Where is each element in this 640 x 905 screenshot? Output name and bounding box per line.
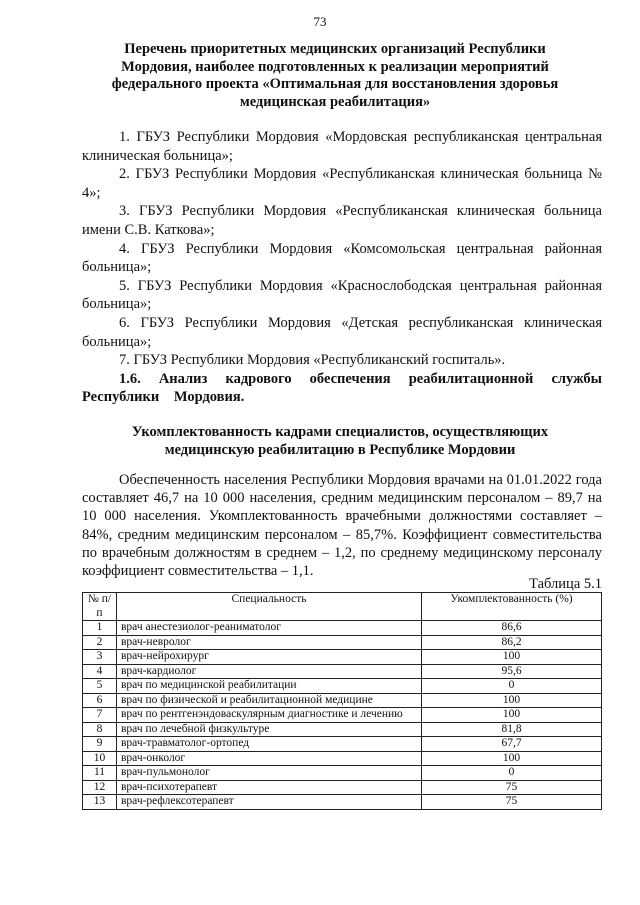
row-value: 100: [422, 693, 602, 708]
header-staffing: Укомплектованность (%): [422, 593, 602, 621]
table-row: [83, 722, 602, 737]
row-num: 4: [83, 664, 117, 679]
row-value: 67,7: [422, 737, 602, 752]
row-value: 100: [422, 650, 602, 665]
row-value: 0: [422, 766, 602, 781]
row-value: 75: [422, 795, 602, 810]
row-specialty: врач по медицинской реабилитации: [117, 679, 422, 694]
row-value: 0: [422, 679, 602, 694]
row-specialty: врач по рентгенэндоваскулярным диагностике и лечению: [117, 708, 422, 723]
table-row: [83, 708, 602, 723]
table-header-row: [83, 593, 602, 621]
row-value: 86,2: [422, 635, 602, 650]
table-row: [83, 650, 602, 665]
section-heading: 1.6. Анализ кадрового обеспечения реабилитационной службы Республики Мордовия.: [82, 371, 602, 405]
row-specialty: врач-онколог: [117, 751, 422, 766]
row-specialty: врач-рефлексотерапевт: [117, 795, 422, 810]
row-num: 12: [83, 780, 117, 795]
table-row: [83, 780, 602, 795]
row-value: 100: [422, 708, 602, 723]
row-num: 3: [83, 650, 117, 665]
row-value: 75: [422, 780, 602, 795]
body-paragraph: Обеспеченность населения Республики Мордовия врачами на 01.01.2022 года составляет 46,7 на 10 000 населения, средним медицинским персоналом – 89,7 на 10 000 населения. Укомплектованность врачебными должностями составляет – 84%, средним медицинским персоналом – 85,7%. Коэффициент совместительства по врачебным должностям в среднем – 1,2, по среднему медицинскому персоналу коэффициент совместительства – 1,1.: [82, 472, 602, 580]
row-value: 100: [422, 751, 602, 766]
row-num: 13: [83, 795, 117, 810]
row-specialty: врач-кардиолог: [117, 664, 422, 679]
row-specialty: врач-нейрохирург: [117, 650, 422, 665]
table-row: [83, 635, 602, 650]
row-num: 10: [83, 751, 117, 766]
header-num: № п/п: [83, 593, 117, 621]
row-value: 95,6: [422, 664, 602, 679]
header-specialty: Специальность: [117, 593, 422, 621]
row-value: 86,6: [422, 621, 602, 636]
table-row: [83, 795, 602, 810]
page-number: 73: [313, 14, 327, 29]
row-specialty: врач-невролог: [117, 635, 422, 650]
table-row: [83, 737, 602, 752]
list-item: 3. ГБУЗ Республики Мордовия «Республиканская клиническая больница имени С.В. Каткова»;: [82, 203, 602, 238]
row-specialty: врач-травматолог-ортопед: [117, 737, 422, 752]
list-item: 5. ГБУЗ Республики Мордовия «Краснослободская центральная районная больница»;: [82, 277, 602, 313]
table-caption: Таблица 5.1: [529, 576, 602, 592]
row-num: 2: [83, 635, 117, 650]
row-specialty: врач анестезиолог-реаниматолог: [117, 621, 422, 636]
list-item: 7. ГБУЗ Республики Мордовия «Республиканский госпиталь».: [119, 352, 506, 369]
organization-list: [82, 128, 602, 370]
row-specialty: врач по лечебной физкультуре: [117, 722, 422, 737]
table-row: [83, 621, 602, 636]
row-num: 8: [83, 722, 117, 737]
row-specialty: врач-пульмонолог: [117, 766, 422, 781]
table-row: [83, 693, 602, 708]
table-row: [83, 766, 602, 781]
row-specialty: врач-психотерапевт: [117, 780, 422, 795]
row-num: 7: [83, 708, 117, 723]
row-num: 9: [83, 737, 117, 752]
document-title: Перечень приоритетных медицинских организаций Республики Мордовия, наиболее подготовленных к реализации мероприятий федерального проекта «Оптимальная для восстановления здоровья медицинская реабилитация»: [111, 41, 559, 110]
row-value: 81,8: [422, 722, 602, 737]
row-num: 5: [83, 679, 117, 694]
table-row: [83, 679, 602, 694]
row-num: 6: [83, 693, 117, 708]
subheading: Укомплектованность кадрами специалистов, осуществляющих медицинскую реабилитацию в Республике Мордовии: [131, 424, 549, 458]
list-item: 2. ГБУЗ Республики Мордовия «Республиканская клиническая больница № 4»;: [82, 166, 602, 201]
list-item: 4. ГБУЗ Республики Мордовия «Комсомольская центральная районная больница»;: [82, 240, 602, 276]
row-specialty: врач по физической и реабилитационной медицине: [117, 693, 422, 708]
list-item: 6. ГБУЗ Республики Мордовия «Детская республиканская клиническая больница»;: [82, 314, 602, 350]
table-row: [83, 751, 602, 766]
row-num: 11: [83, 766, 117, 781]
list-item: 1. ГБУЗ Республики Мордовия «Мордовская республиканская центральная клиническая больница»;: [82, 129, 602, 164]
table-row: [83, 664, 602, 679]
row-num: 1: [83, 621, 117, 636]
staffing-table: [82, 592, 602, 810]
